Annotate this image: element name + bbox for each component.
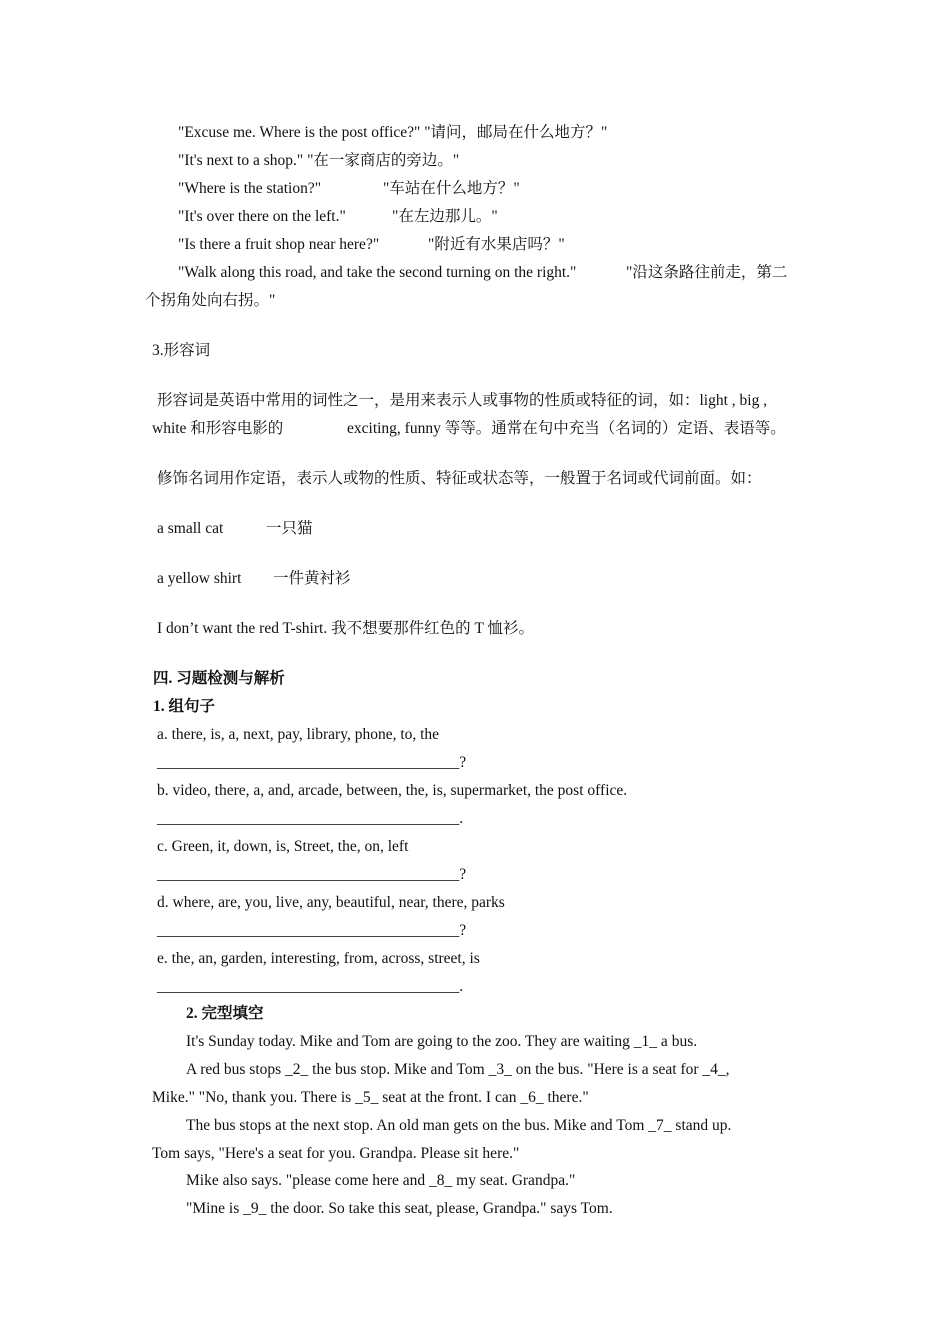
example-2-en: a yellow shirt [157,570,242,587]
dialog-line-3-en: "Where is the station?" [178,180,322,197]
section-heading-adjectives: 3.形容词 [152,342,211,359]
dialog-line-4-cn: "在左边那儿。" [392,208,498,225]
adjectives-paragraph-2: 修饰名词用作定语，表示人或物的性质、特征或状态等，一般置于名词或代词前面。如： [157,470,762,487]
exercise-item-a: a. there, is, a, next, pay, library, phone, to, the [157,726,440,743]
dialog-line-5-en: "Is there a fruit shop near here?" [178,236,380,253]
cloze-line-4: The bus stops at the next stop. An old man gets on the bus. Mike and Tom _7_ stand up. [186,1117,732,1134]
cloze-line-6: Mike also says. "please come here and _8_ my seat. Grandpa." [186,1172,576,1189]
cloze-line-7: "Mine is _9_ the door. So take this seat, please, Grandpa." says Tom. [186,1200,613,1217]
example-1-en: a small cat [157,520,224,537]
answer-blank-a: _______________________________________? [157,754,467,771]
dialog-line-3-cn: "车站在什么地方？" [383,180,520,197]
exercise-item-c: c. Green, it, down, is, Street, the, on, left [157,838,409,855]
answer-blank-b: _______________________________________. [157,810,464,827]
dialog-line-7: 个拐角处向右拐。" [145,292,276,309]
example-1-cn: 一只猫 [266,520,313,537]
dialog-line-2: "It's next to a shop." "在一家商店的旁边。" [178,152,460,169]
cloze-line-1: It's Sunday today. Mike and Tom are going to the zoo. They are waiting _1_ a bus. [186,1033,698,1050]
exercise-item-b: b. video, there, a, and, arcade, between, the, is, supermarket, the post office. [157,782,628,799]
dialog-line-4-en: "It's over there on the left." [178,208,346,225]
answer-blank-c: _______________________________________? [157,866,467,883]
example-3: I don’t want the red T-shirt. 我不想要那件红色的 T 恤衫。 [157,620,535,637]
dialog-line-6-cn: "沿这条路往前走，第二 [626,264,788,281]
exercise-item-e: e. the, an, garden, interesting, from, across, street, is [157,950,480,967]
section-heading-exercises: 四. 习题检测与解析 [153,670,285,687]
adjectives-paragraph-1b-a: white 和形容电影的 [152,420,284,437]
answer-blank-d: _______________________________________? [157,922,467,939]
subheading-sentence-building: 1. 组句子 [153,698,216,715]
cloze-line-5: Tom says, "Here's a seat for you. Grandpa. Please sit here." [152,1145,520,1162]
cloze-line-3: Mike." "No, thank you. There is _5_ seat at the front. I can _6_ there." [152,1089,589,1106]
exercise-item-d: d. where, are, you, live, any, beautiful, near, there, parks [157,894,505,911]
adjectives-paragraph-1a: 形容词是英语中常用的词性之一，是用来表示人或事物的性质或特征的词，如：light , big , [157,392,768,409]
answer-blank-e: _______________________________________. [157,978,464,995]
cloze-line-2: A red bus stops _2_ the bus stop. Mike and Tom _3_ on the bus. "Here is a seat for _4_, [186,1061,730,1078]
dialog-line-5-cn: "附近有水果店吗？" [428,236,565,253]
dialog-line-6-en: "Walk along this road, and take the second turning on the right." [178,264,577,281]
adjectives-paragraph-1b-b: exciting, funny 等等。通常在句中充当（名词的）定语、表语等。 [347,420,786,437]
subheading-cloze: 2. 完型填空 [186,1005,264,1022]
example-2-cn: 一件黄衬衫 [273,570,351,587]
dialog-line-1: "Excuse me. Where is the post office?" "请问，邮局在什么地方？" [178,124,608,141]
